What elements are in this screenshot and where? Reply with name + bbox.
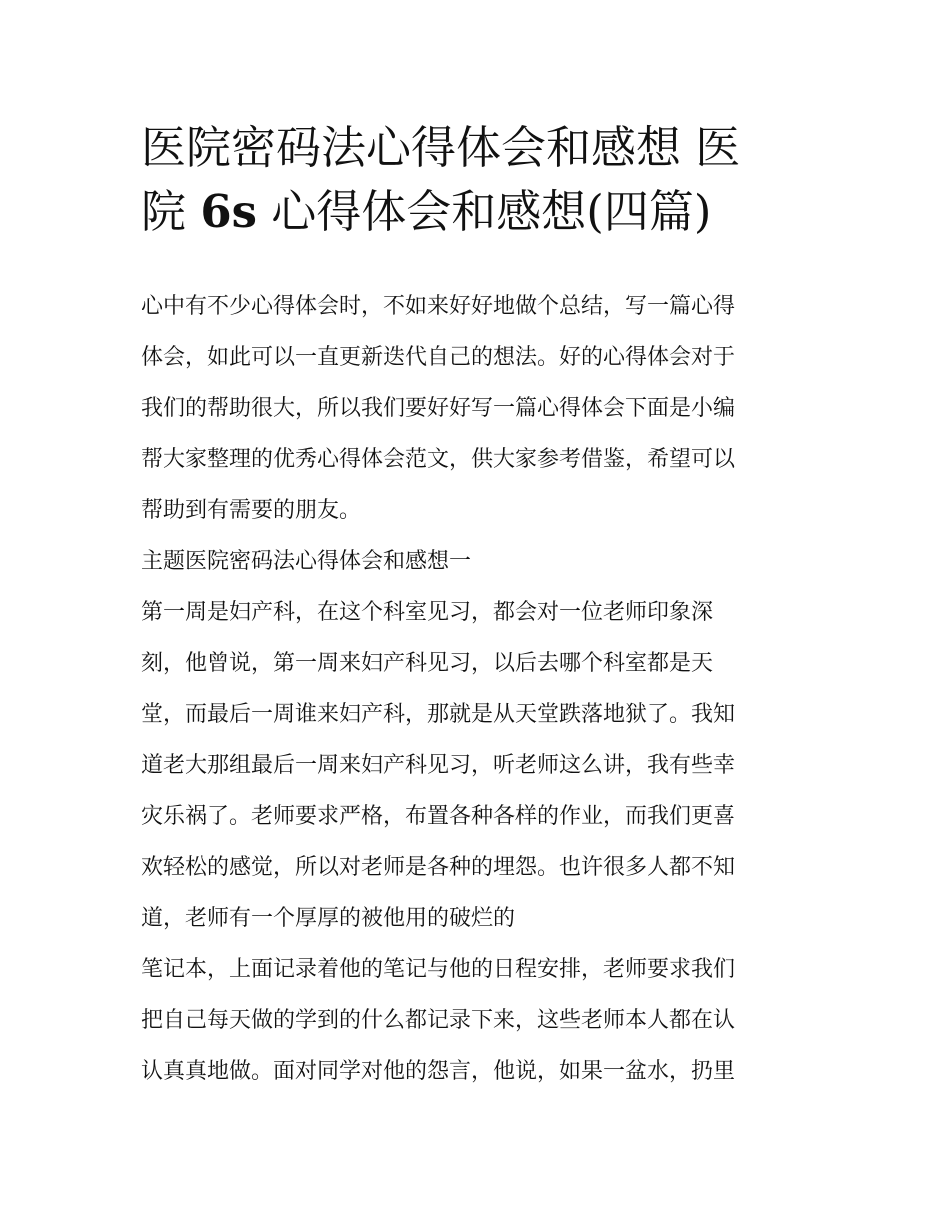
body-line: 道老大那组最后一周来妇产科见习，听老师这么讲，我有些幸 [141, 753, 736, 778]
title-line-1: 医院密码法心得体会和感想 医 [141, 121, 741, 174]
body-line: 帮大家整理的优秀心得体会范文，供大家参考借鉴，希望可以 [141, 447, 736, 472]
body-line: 灾乐祸了。老师要求严格，布置各种各样的作业，而我们更喜 [141, 804, 736, 829]
title-line-2-suffix: 心得体会和感想(四篇) [256, 185, 712, 238]
body-line: 认真真地做。面对同学对他的怨言，他说，如果一盆水，扔里 [141, 1059, 736, 1084]
body-line: 第一周是妇产科，在这个科室见习，都会对一位老师印象深 [141, 600, 714, 625]
body-line: 刻，他曾说，第一周来妇产科见习，以后去哪个科室都是天 [141, 651, 714, 676]
body-line: 心中有不少心得体会时，不如来好好地做个总结，写一篇心得 [141, 294, 736, 319]
document-body [141, 281, 831, 1097]
body-line: 我们的帮助很大，所以我们要好好写一篇心得体会下面是小编 [141, 396, 736, 421]
body-line: 帮助到有需要的朋友。 [141, 498, 362, 523]
title-line-2 [141, 180, 831, 244]
section-heading: 主题医院密码法心得体会和感想一 [141, 549, 472, 574]
document-title [141, 116, 831, 244]
title-line-2-bold: 6s [200, 185, 257, 238]
body-line: 道，老师有一个厚厚的被他用的破烂的 [141, 906, 516, 931]
body-line: 堂，而最后一周谁来妇产科，那就是从天堂跌落地狱了。我知 [141, 702, 736, 727]
title-line-2-prefix: 院 [141, 185, 201, 238]
body-line: 把自己每天做的学到的什么都记录下来，这些老师本人都在认 [141, 1008, 736, 1033]
body-line: 体会，如此可以一直更新迭代自己的想法。好的心得体会对于 [141, 345, 736, 370]
body-line: 欢轻松的感觉，所以对老师是各种的埋怨。也许很多人都不知 [141, 855, 736, 880]
body-line: 笔记本，上面记录着他的笔记与他的日程安排，老师要求我们 [141, 957, 736, 982]
